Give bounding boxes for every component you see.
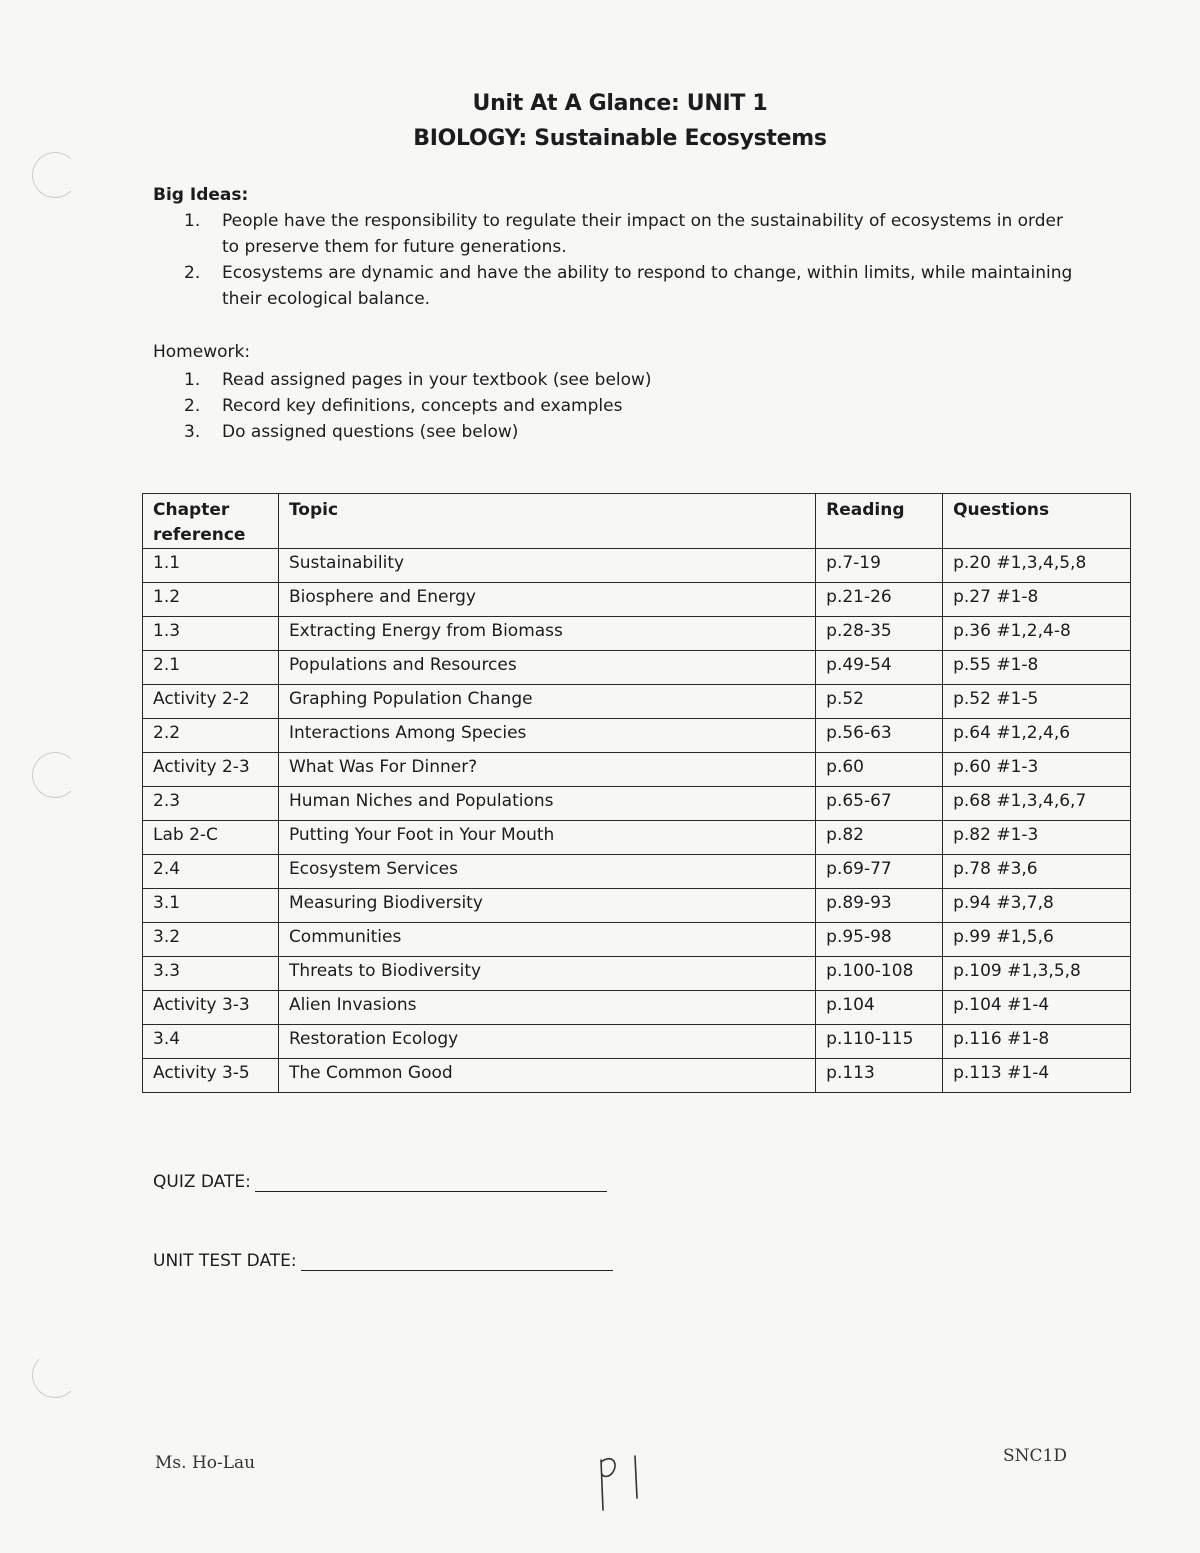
table-row (143, 1025, 1131, 1059)
cell-chapter: 1.1 (143, 549, 279, 583)
page-title: Unit At A Glance: UNIT 1 (472, 91, 768, 116)
cell-chapter: 1.2 (143, 583, 279, 617)
cell-reading: p.21-26 (816, 583, 943, 617)
cell-topic: Threats to Biodiversity (278, 957, 815, 991)
cell-questions: p.27 #1-8 (943, 583, 1131, 617)
table-row (143, 719, 1131, 753)
cell-questions: p.109 #1,3,5,8 (943, 957, 1131, 991)
cell-topic: The Common Good (278, 1059, 815, 1093)
cell-chapter: Activity 2-3 (143, 753, 279, 787)
cell-questions: p.20 #1,3,4,5,8 (943, 549, 1131, 583)
cell-topic: Biosphere and Energy (278, 583, 815, 617)
table-row (143, 617, 1131, 651)
cell-reading: p.52 (816, 685, 943, 719)
cell-questions: p.64 #1,2,4,6 (943, 719, 1131, 753)
cell-questions: p.99 #1,5,6 (943, 923, 1131, 957)
cell-questions: p.116 #1-8 (943, 1025, 1131, 1059)
quiz-date-label: QUIZ DATE: (153, 1172, 251, 1192)
cell-reading: p.56-63 (816, 719, 943, 753)
cell-reading: p.69-77 (816, 855, 943, 889)
table-row (143, 991, 1131, 1025)
cell-questions: p.113 #1-4 (943, 1059, 1131, 1093)
big-ideas-list (184, 208, 1084, 312)
cell-chapter: 1.3 (143, 617, 279, 651)
table-row (143, 923, 1131, 957)
table-row (143, 583, 1131, 617)
cell-reading: p.7-19 (816, 549, 943, 583)
cell-reading: p.60 (816, 753, 943, 787)
table-row (143, 787, 1131, 821)
cell-questions: p.55 #1-8 (943, 651, 1131, 685)
cell-chapter: Activity 2-2 (143, 685, 279, 719)
cell-questions: p.68 #1,3,4,6,7 (943, 787, 1131, 821)
handwritten-page-number (593, 1450, 653, 1520)
cell-topic: Human Niches and Populations (278, 787, 815, 821)
cell-topic: Measuring Biodiversity (278, 889, 815, 923)
quiz-date-field (153, 1172, 607, 1192)
cell-topic: What Was For Dinner? (278, 753, 815, 787)
unit-schedule-table (142, 493, 1131, 1093)
table-row (143, 855, 1131, 889)
page-subtitle: BIOLOGY: Sustainable Ecosystems (413, 126, 827, 151)
cell-topic: Alien Invasions (278, 991, 815, 1025)
cell-questions: p.82 #1-3 (943, 821, 1131, 855)
big-ideas-heading: Big Ideas: (153, 185, 249, 205)
cell-reading: p.104 (816, 991, 943, 1025)
cell-topic: Restoration Ecology (278, 1025, 815, 1059)
cell-chapter: 2.4 (143, 855, 279, 889)
column-header-reading: Reading (816, 494, 943, 549)
cell-chapter: Activity 3-3 (143, 991, 279, 1025)
table-row (143, 651, 1131, 685)
unit-test-date-field (153, 1251, 613, 1271)
cell-reading: p.65-67 (816, 787, 943, 821)
quiz-date-blank (255, 1190, 607, 1192)
cell-reading: p.110-115 (816, 1025, 943, 1059)
table-row (143, 1059, 1131, 1093)
homework-list (184, 367, 1084, 445)
column-header-topic: Topic (278, 494, 815, 549)
cell-reading: p.28-35 (816, 617, 943, 651)
cell-questions: p.94 #3,7,8 (943, 889, 1131, 923)
unit-test-date-blank (301, 1269, 613, 1271)
table-row (143, 957, 1131, 991)
course-code: SNC1D (1003, 1446, 1067, 1466)
cell-chapter: 2.2 (143, 719, 279, 753)
cell-topic: Interactions Among Species (278, 719, 815, 753)
homework-heading: Homework: (153, 342, 251, 362)
big-idea-item: 2. Ecosystems are dynamic and have the ability to respond to change, within limits, while maintaining their ecological balance. (184, 263, 1073, 309)
cell-reading: p.100-108 (816, 957, 943, 991)
table-body (143, 549, 1131, 1093)
unit-test-date-label: UNIT TEST DATE: (153, 1251, 297, 1271)
table-row (143, 549, 1131, 583)
cell-reading: p.49-54 (816, 651, 943, 685)
homework-item: 3. Do assigned questions (see below) (184, 422, 519, 442)
cell-questions: p.104 #1-4 (943, 991, 1131, 1025)
table-header-row (143, 494, 1131, 549)
cell-chapter: 3.4 (143, 1025, 279, 1059)
homework-item: 1. Read assigned pages in your textbook (see below) (184, 370, 652, 390)
cell-chapter: 2.1 (143, 651, 279, 685)
cell-reading: p.113 (816, 1059, 943, 1093)
big-idea-item: 1. People have the responsibility to regulate their impact on the sustainability of ecosystems in order to preserve them for future generations. (184, 211, 1063, 257)
table-row (143, 821, 1131, 855)
cell-topic: Extracting Energy from Biomass (278, 617, 815, 651)
cell-chapter: 3.1 (143, 889, 279, 923)
homework-item: 2. Record key definitions, concepts and examples (184, 396, 623, 416)
cell-topic: Putting Your Foot in Your Mouth (278, 821, 815, 855)
table-row (143, 889, 1131, 923)
column-header-questions: Questions (943, 494, 1131, 549)
cell-questions: p.52 #1-5 (943, 685, 1131, 719)
cell-topic: Ecosystem Services (278, 855, 815, 889)
punch-hole-mark (32, 152, 78, 198)
cell-reading: p.82 (816, 821, 943, 855)
cell-questions: p.36 #1,2,4-8 (943, 617, 1131, 651)
cell-topic: Graphing Population Change (278, 685, 815, 719)
cell-topic: Populations and Resources (278, 651, 815, 685)
cell-questions: p.78 #3,6 (943, 855, 1131, 889)
table-row (143, 685, 1131, 719)
cell-chapter: Activity 3-5 (143, 1059, 279, 1093)
cell-topic: Communities (278, 923, 815, 957)
punch-hole-mark (32, 1352, 78, 1398)
column-header-chapter: Chapter reference (143, 494, 279, 549)
cell-chapter: 2.3 (143, 787, 279, 821)
cell-reading: p.89-93 (816, 889, 943, 923)
punch-hole-mark (32, 752, 78, 798)
cell-chapter: 3.2 (143, 923, 279, 957)
teacher-name: Ms. Ho-Lau (155, 1453, 256, 1473)
cell-questions: p.60 #1-3 (943, 753, 1131, 787)
cell-topic: Sustainability (278, 549, 815, 583)
cell-chapter: Lab 2-C (143, 821, 279, 855)
cell-chapter: 3.3 (143, 957, 279, 991)
table-row (143, 753, 1131, 787)
cell-reading: p.95-98 (816, 923, 943, 957)
